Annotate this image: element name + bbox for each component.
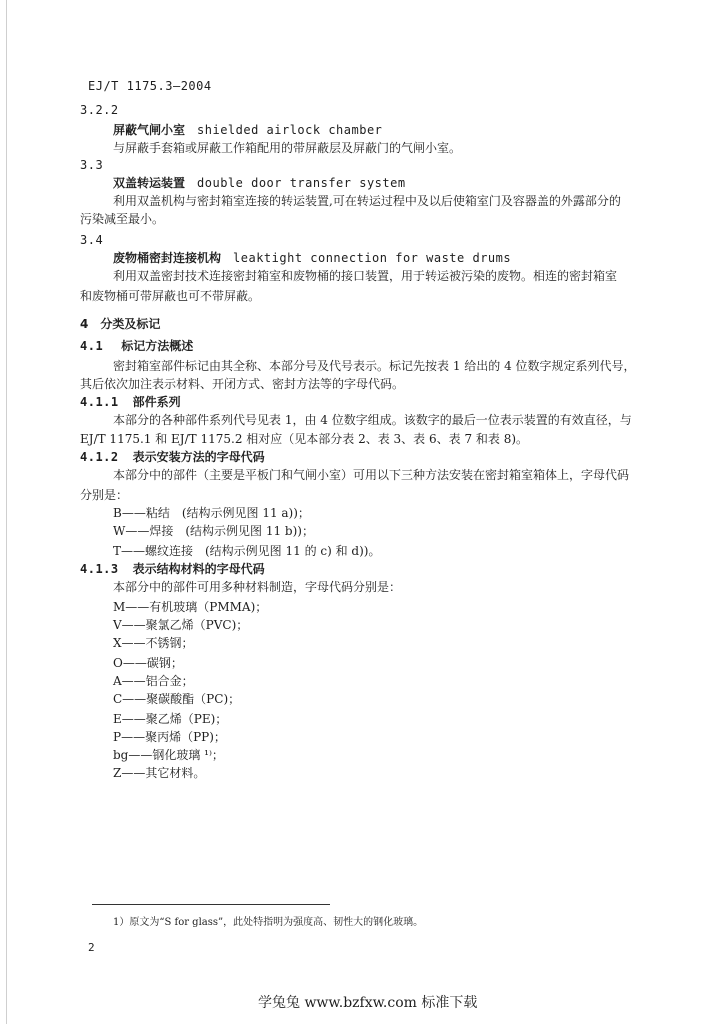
term-heading [113, 252, 511, 264]
clause-heading [80, 563, 265, 575]
term-en: double door transfer system [197, 176, 406, 190]
paragraph-cont: 分别是： [80, 488, 129, 502]
term-heading [113, 177, 406, 189]
clause-heading [80, 451, 265, 463]
watermark: 学兔兔 www.bzfxw.com 标准下载 [258, 995, 478, 1011]
term-definition: 利用双盖密封技术连接密封箱室和废物桶的接口装置，用于转运被污染的废物。相连的密封箱室 [113, 269, 618, 283]
chapter-number: 4 [80, 317, 89, 331]
paragraph-cont: EJ/T 1175.1 和 EJ/T 1175.2 相对应（见本部分表 2、表 3、表 6、表 7 和表 8)。 [80, 432, 529, 446]
term-definition-cont: 和废物桶可带屏蔽也可不带屏蔽。 [80, 289, 261, 303]
footnote-rule [92, 904, 330, 905]
term-heading [113, 124, 382, 136]
clause-title: 标记方法概述 [121, 339, 194, 353]
list-item: O——碳钢； [113, 656, 183, 670]
paragraph: 本部分中的部件（主要是平板门和气闸小室）可用以下三种方法安装在密封箱室箱体上，字母代码 [113, 468, 630, 482]
clause-number: 4.1.3 [80, 562, 119, 576]
page-number: 2 [88, 941, 96, 954]
clause-title: 部件系列 [132, 395, 181, 409]
paragraph-cont: 其后依次加注表示材料、开闭方式、密封方法等的字母代码。 [80, 377, 405, 391]
list-item: E——聚乙烯（PE)； [113, 712, 228, 726]
term-definition: 与屏蔽手套箱或屏蔽工作箱配用的带屏蔽层及屏蔽门的气闸小室。 [113, 141, 462, 155]
chapter-title: 分类及标记 [100, 317, 161, 331]
list-item: X——不锈钢； [113, 636, 194, 650]
term-definition-cont: 污染减至最小。 [80, 212, 165, 226]
term-zh: 废物桶密封连接机构 [113, 251, 222, 265]
paragraph: 本部分中的部件可用多种材料制造，字母代码分别是： [113, 580, 402, 594]
standard-number: EJ/T 1175.3—2004 [88, 79, 212, 93]
clause-heading [80, 340, 193, 352]
paragraph: 本部分的各种部件系列代号见表 1，由 4 位数字组成。该数字的最后一位表示装置的有效直径，与 [113, 413, 632, 427]
clause-number: 3.3 [80, 158, 104, 172]
list-item: B——粘结 (结构示例见图 11 a))； [113, 506, 310, 520]
clause-number: 4.1 [80, 339, 104, 353]
term-zh: 双盖转运装置 [113, 176, 186, 190]
scan-edge-line [6, 0, 7, 1024]
list-item: A——铝合金； [113, 674, 194, 688]
term-zh: 屏蔽气闸小室 [113, 123, 186, 137]
list-item: T——螺纹连接 (结构示例见图 11 的 c) 和 d))。 [113, 544, 381, 558]
list-item: P——聚丙烯（PP)； [113, 730, 226, 744]
clause-number: 4.1.1 [80, 395, 119, 409]
footnote: 1）原文为“S for glass”，此处特指明为强度高、韧性大的钢化玻璃。 [113, 917, 424, 928]
clause-title: 表示安装方法的字母代码 [132, 450, 265, 464]
list-item: M——有机玻璃（PMMA)； [113, 600, 268, 614]
term-en: leaktight connection for waste drums [233, 251, 512, 265]
list-item: W——焊接 (结构示例见图 11 b))； [113, 524, 314, 538]
clause-number: 4.1.2 [80, 450, 119, 464]
clause-heading [80, 396, 181, 408]
list-item: bg——钢化玻璃 ¹⁾； [113, 748, 224, 762]
term-en: shielded airlock chamber [197, 123, 383, 137]
list-item: C——聚碳酸酯（PC)； [113, 692, 241, 706]
term-definition: 利用双盖机构与密封箱室连接的转运装置,可在转运过程中及以后使箱室门及容器盖的外露部分的 [113, 194, 621, 208]
paragraph: 密封箱室部件标记由其全称、本部分号及代号表示。标记先按表 1 给出的 4 位数字规定系列代号， [113, 359, 636, 373]
chapter-heading [80, 318, 160, 330]
clause-title: 表示结构材料的字母代码 [132, 562, 265, 576]
list-item: Z——其它材料。 [113, 766, 206, 780]
list-item: V——聚氯乙烯（PVC)； [113, 618, 249, 632]
clause-number: 3.4 [80, 233, 104, 247]
clause-number: 3.2.2 [80, 103, 119, 117]
